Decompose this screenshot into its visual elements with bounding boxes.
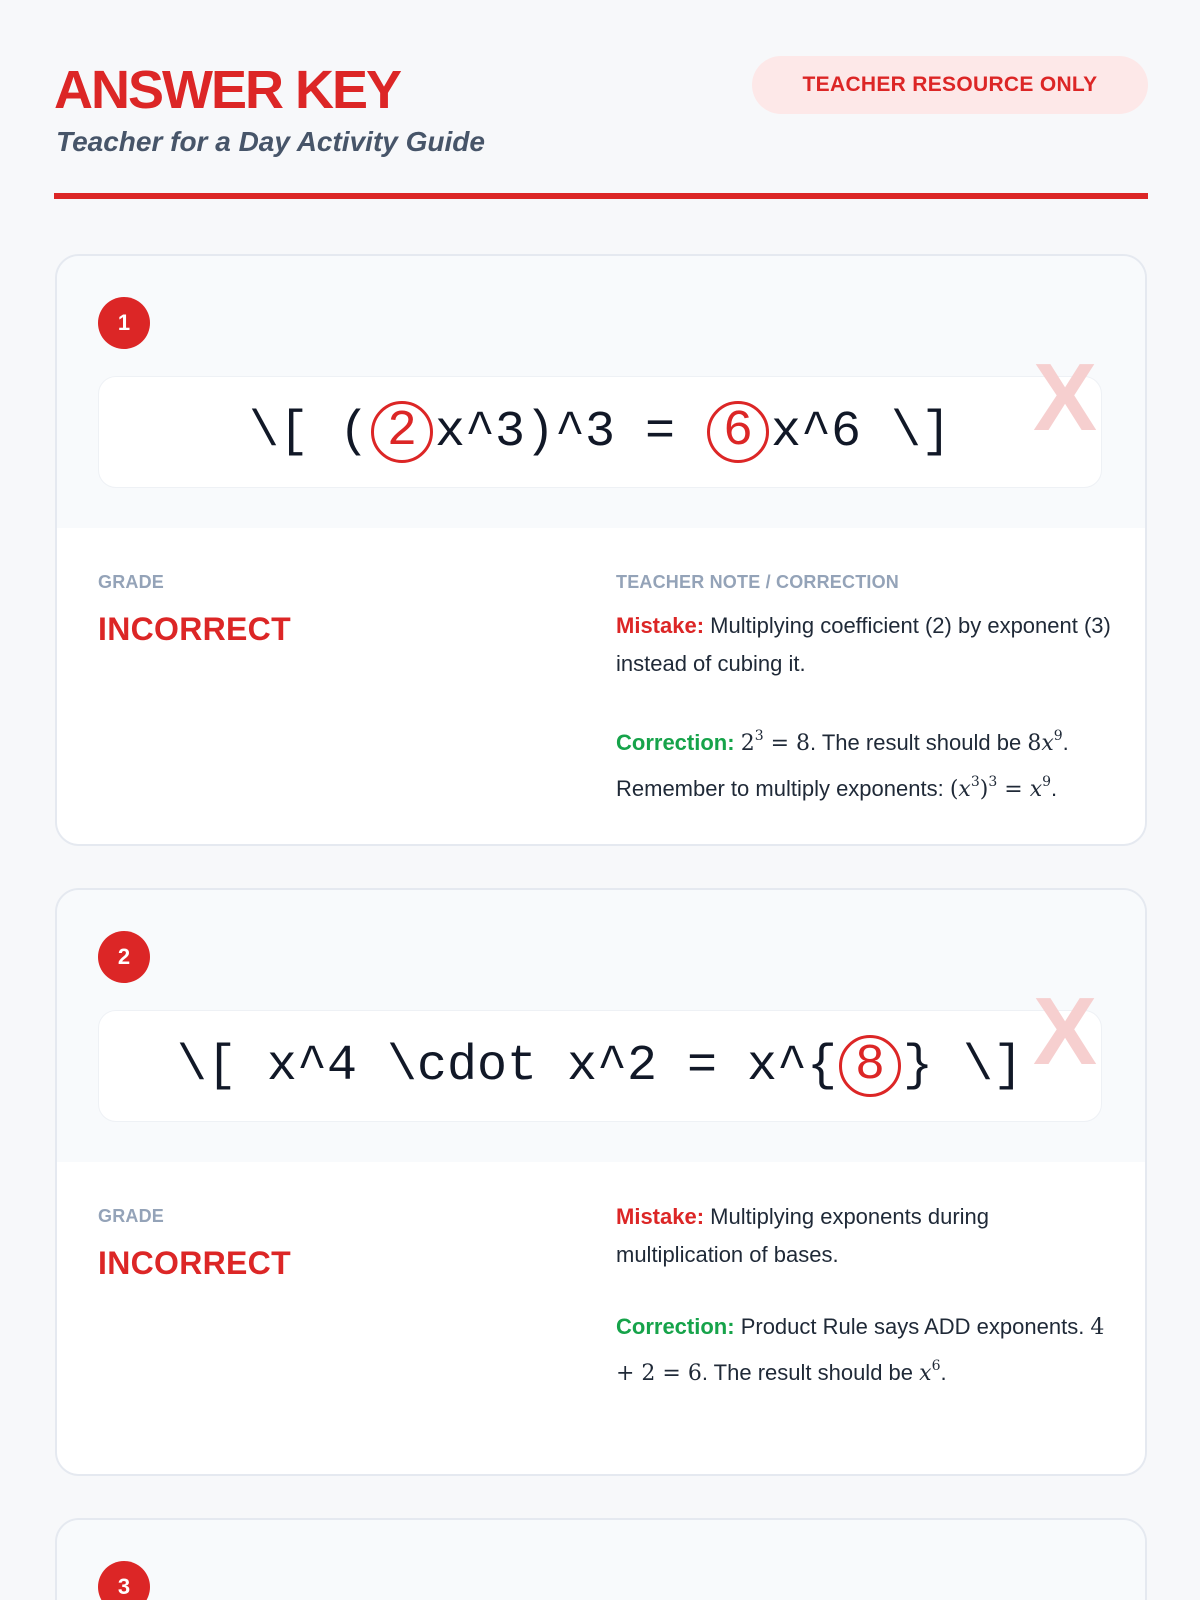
problem-header — [57, 256, 1145, 528]
teacher-note-label: TEACHER NOTE / CORRECTION — [616, 572, 900, 592]
mistake-note — [616, 607, 1116, 683]
problem-number-badge: 1 — [98, 297, 150, 349]
grading-section — [57, 528, 1145, 846]
header-divider — [54, 193, 1148, 199]
grade-column — [98, 572, 498, 648]
teacher-resource-badge: TEACHER RESOURCE ONLY — [752, 56, 1148, 114]
equation-text: x^3)^3 = — [434, 403, 706, 461]
mistake-text: Multiplying coefficient (2) by exponent (3) instead of cubing it. — [616, 613, 1111, 676]
grading-section — [57, 1162, 1145, 1476]
problem-number-badge: 3 — [98, 1561, 150, 1600]
equation-text: } \] — [903, 1037, 1024, 1095]
math-expression: $(x^3)^3 = x^9$ — [949, 774, 1052, 802]
problem-header — [57, 1520, 1145, 1600]
mistake-text: Multiplying exponents during multiplication of bases. — [616, 1204, 990, 1267]
teacher-note-column — [616, 1198, 1116, 1393]
equation-text: x^6 \] — [771, 403, 952, 461]
circled-error: 2 — [371, 401, 433, 463]
math-expression: $2^3 = 8$ — [740, 728, 811, 756]
mistake-label: Mistake: — [616, 613, 705, 638]
correction-text: Product Rule says ADD exponents. — [740, 1314, 1091, 1339]
problem-card-1 — [55, 254, 1147, 846]
correction-note: Correction: $2^3 = 8$. The result should be $8x^9$. Remember to multiply exponents: $(x^3)^3 = x^9$. — [616, 728, 1069, 802]
grade-label: GRADE — [98, 572, 165, 592]
correction-label: Correction: — [616, 730, 735, 755]
mistake-note — [616, 1198, 1116, 1274]
math-expression: 4 + 2 = 6 — [616, 1315, 1105, 1386]
header — [54, 56, 1148, 200]
problem-header — [57, 890, 1145, 1162]
equation-text: \[ ( — [248, 403, 369, 461]
incorrect-x-mark: X — [1033, 344, 1098, 451]
circled-error: 8 — [839, 1035, 901, 1097]
correction-text: . The result should be — [810, 730, 1028, 755]
problem-card-3 — [55, 1518, 1147, 1600]
student-equation — [98, 1010, 1102, 1122]
math-expression: $x^6$ — [919, 1358, 941, 1386]
grade-label: GRADE — [98, 1206, 165, 1226]
math-expression: $8x^9$ — [1027, 728, 1063, 756]
circled-error: 6 — [707, 401, 769, 463]
correction-note: Correction: Product Rule says ADD exponents. 4 + 2 = 6. The result should be $x^6$. — [616, 1314, 1105, 1386]
correction-text: . The result should be — [701, 1360, 920, 1385]
teacher-note-column — [616, 572, 1116, 809]
problem-number-badge: 2 — [98, 931, 150, 983]
correction-label: Correction: — [616, 1314, 735, 1339]
grade-value: INCORRECT — [98, 611, 291, 647]
equation-text: \[ x^4 \cdot x^2 = x^{ — [176, 1037, 838, 1095]
page-subtitle: Teacher for a Day Activity Guide — [56, 126, 485, 157]
grade-value: INCORRECT — [98, 1245, 291, 1281]
student-equation — [98, 376, 1102, 488]
grade-column — [98, 1206, 498, 1282]
incorrect-x-mark: X — [1033, 978, 1098, 1085]
problem-card-2 — [55, 888, 1147, 1476]
page-title: ANSWER KEY — [54, 60, 401, 120]
mistake-label: Mistake: — [616, 1204, 705, 1229]
correction-text: Remember to multiply exponents: — [616, 776, 950, 801]
